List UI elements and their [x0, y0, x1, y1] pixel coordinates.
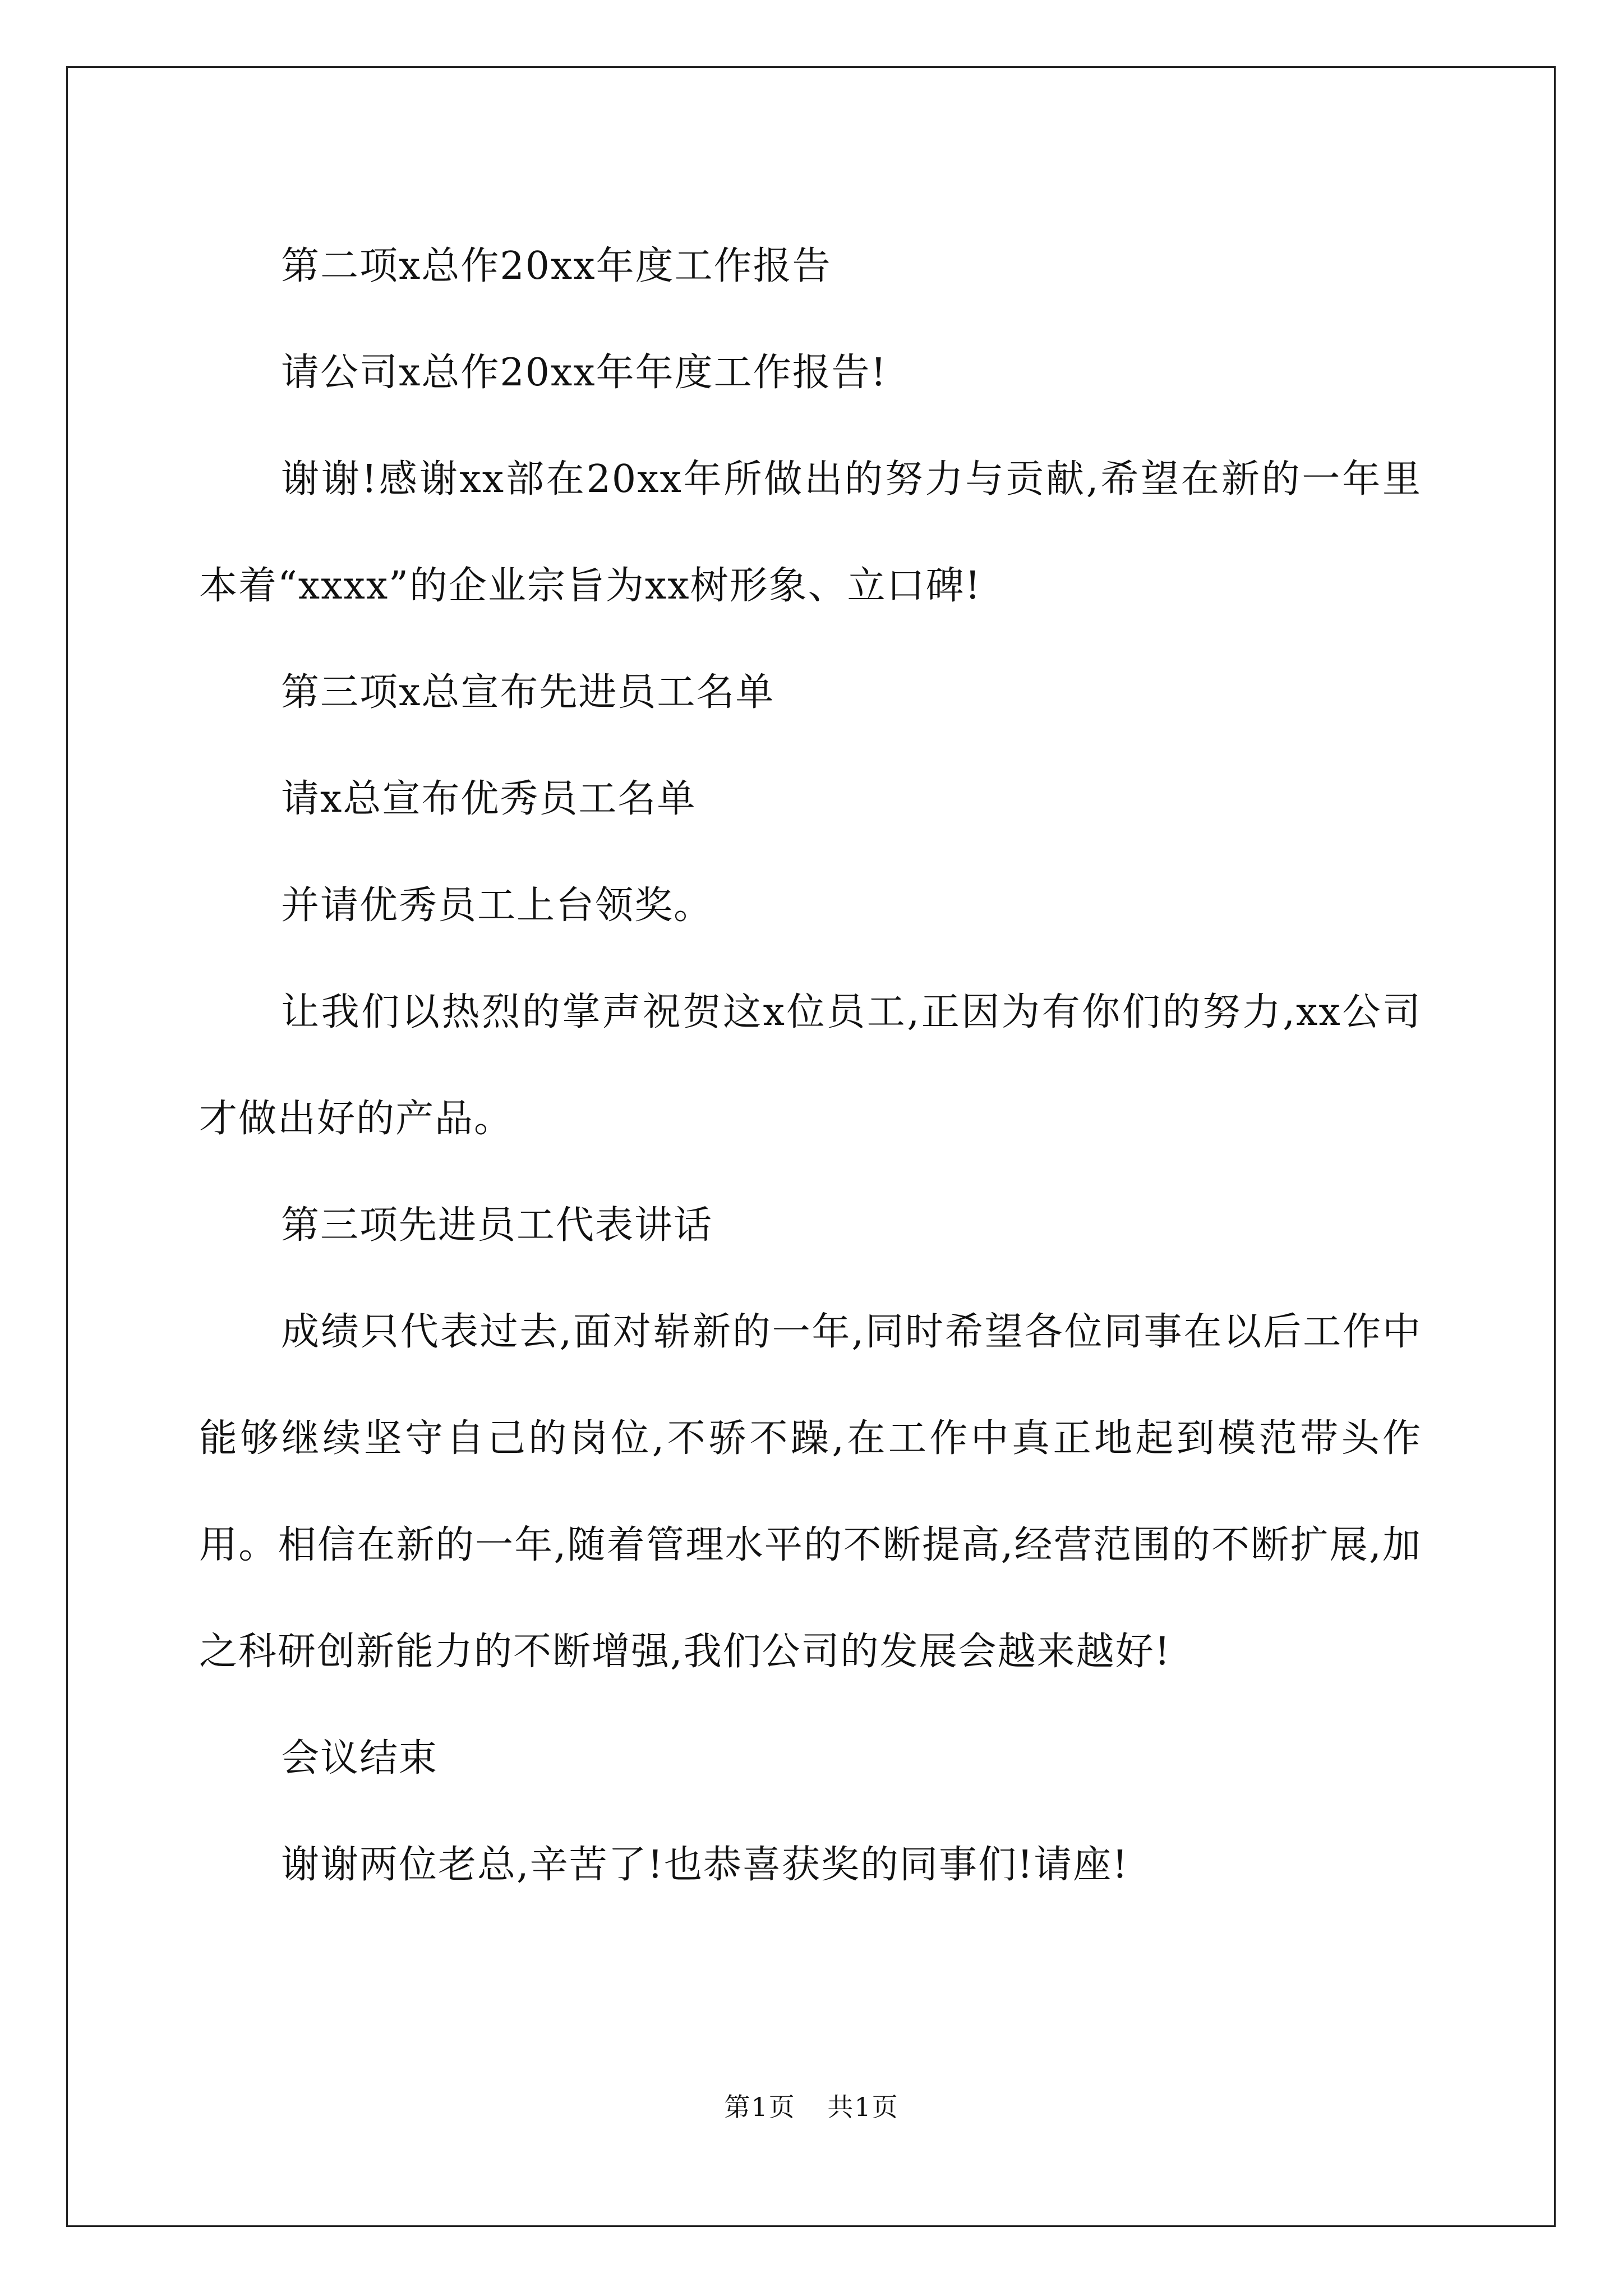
- paragraph-9: 成绩只代表过去,面对崭新的一年,同时希望各位同事在以后工作中能够继续坚守自己的岗位,不骄不躁,在工作中真正地起到模范带头作用。相信在新的一年,随着管理水平的不断提高,经营范围的不断扩展,加之科研创新能力的不断增强,我们公司的发展会越来越好!: [199, 1310, 1422, 1674]
- paragraph-6: 并请优秀员工上台领奖。: [281, 884, 713, 928]
- page-footer: [0, 2087, 1623, 2124]
- page-number-total: 共1页: [827, 2092, 899, 2122]
- paragraph-8: 第三项先进员工代表讲话: [281, 1203, 713, 1248]
- paragraph-7: 让我们以热烈的掌声祝贺这x位员工,正因为有你们的努力,xx公司才做出好的产品。: [199, 990, 1422, 1141]
- paragraph-5: 请x总宣布优秀员工名单: [281, 777, 697, 821]
- paragraph-11: 谢谢两位老总,辛苦了!也恭喜获奖的同事们!请座!: [281, 1843, 1129, 1887]
- paragraph-2: 请公司x总作20xx年年度工作报告!: [281, 351, 887, 395]
- page-number-current: 第1页: [724, 2092, 796, 2122]
- document-body: [199, 213, 1422, 1918]
- paragraph-1: 第二项x总作20xx年度工作报告: [281, 244, 832, 288]
- paragraph-3: 谢谢!感谢xx部在20xx年所做出的努力与贡献,希望在新的一年里本着“xxxx”的企业宗旨为xx树形象、立口碑!: [199, 457, 1422, 608]
- paragraph-4: 第三项x总宣布先进员工名单: [281, 670, 775, 715]
- paragraph-10: 会议结束: [281, 1736, 439, 1780]
